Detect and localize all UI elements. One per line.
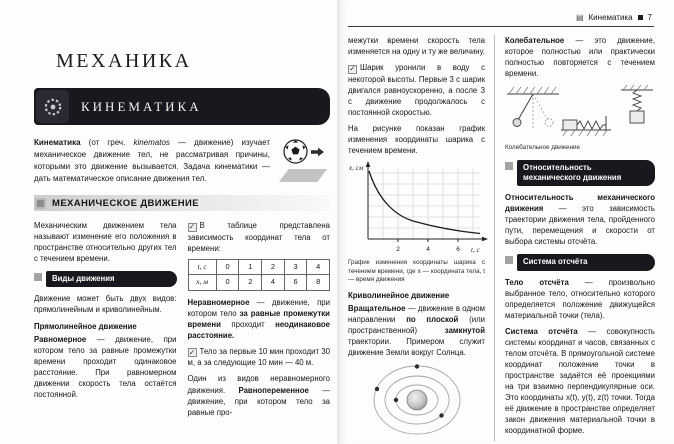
kinematics-banner: [34, 88, 330, 125]
relativity-header-label: Относительность механического движения: [517, 160, 655, 186]
table-cell: 6: [284, 275, 307, 291]
graph-y-axis-label: x, см: [349, 164, 364, 173]
table-row-time: [188, 259, 330, 275]
table-cell: x, м: [188, 275, 216, 291]
separator-square-icon: [638, 15, 643, 20]
varied-term: Равнопеременное: [238, 385, 309, 395]
inclined-plane-figure: [279, 169, 327, 182]
ball-example-paragraph: [348, 62, 485, 118]
soccer-ball-figure: [276, 139, 330, 182]
uniform-term: Равномерное: [34, 334, 87, 344]
nonuniform-term: Неравномерное: [187, 297, 250, 307]
motion-arrow-icon: [311, 147, 324, 157]
running-head: [348, 10, 654, 27]
nonuniform-motion-paragraph: [188, 297, 331, 341]
graph-x-tick: 4: [426, 246, 430, 254]
table-example-text: В таблице представлена зависимость координат тела от времени:: [187, 221, 330, 253]
mechanical-motion-definition: Механическим движением тела называют изменение его положения в пространстве относительно других тел с течением времени.: [34, 221, 177, 264]
graph-x-axis-label: t, c: [471, 246, 480, 255]
reference-frame-section-header: [505, 254, 655, 270]
badge-square-icon: [34, 273, 42, 281]
check-icon: ✓: [188, 222, 196, 231]
rotational-text-1: — движение в одном направлении: [348, 303, 485, 324]
table-cell: 3: [284, 259, 307, 275]
table-cell: 8: [307, 275, 330, 291]
table-cell: 4: [307, 259, 330, 275]
coordinates-table: [188, 259, 331, 291]
reference-body-paragraph: [505, 277, 655, 321]
chapter-title: МЕХАНИКА: [56, 50, 192, 72]
uniform-motion-paragraph: [34, 334, 177, 400]
rotational-text-3: траектории. Примером служит движение Земли вокруг Солнца.: [348, 336, 485, 357]
table-row-coordinate: [188, 275, 330, 291]
straight-motion-heading: Прямолинейное движение: [34, 321, 137, 331]
reference-body-term: Тело отсчёта: [505, 277, 569, 287]
nonuniform-bold-3: неодинаковое расстояние.: [187, 319, 330, 340]
nonuniform-bold-2: за равные промежутки времени: [187, 308, 330, 329]
graph-curve: [369, 171, 480, 234]
coordinate-graph-figure: [348, 161, 485, 257]
badge-square-icon: [505, 256, 513, 264]
graph-caption: График изменения координаты шарика с течением времени, где x — координата тела, t — время движения: [348, 259, 485, 284]
rotational-term: Вращательное: [348, 303, 406, 313]
reference-frame-term: Система отсчёта: [505, 326, 578, 336]
graph-x-tick: 2: [396, 246, 400, 254]
rotational-bold-3: замкнутой: [444, 325, 485, 335]
oscillatory-text: — это движение, которое полностью или практически полностью повторяется с течением времени.: [505, 36, 655, 79]
left-page-columns: [34, 220, 330, 423]
book-icon: ▤: [575, 12, 584, 22]
solar-system-figure: [372, 363, 462, 440]
types-of-motion-badge: [34, 271, 177, 287]
soccer-ball-icon: [283, 139, 308, 164]
table-cell: 2: [239, 275, 262, 291]
coordinate-graph: [348, 161, 490, 254]
left-column-2: [188, 220, 331, 423]
intro-text-2: — движение) изучает механическое движение тел, не рассматривая причины, которыми это движение вызывается. Задача кинематики — дать математическое описание движения тел.: [34, 138, 270, 183]
left-column-1: [34, 220, 177, 423]
right-column-1: [348, 35, 494, 441]
table-cell: t, c: [188, 259, 216, 275]
intro-text-1: (от греч.: [80, 138, 134, 147]
table-cell: 0: [216, 275, 239, 291]
rotational-text-2: (или пространственной): [348, 314, 485, 335]
kinematics-banner-title: КИНЕМАТИКА: [81, 98, 202, 114]
right-page: [337, 0, 674, 444]
table-cell: 2: [262, 259, 285, 275]
varied-motion-continuation: межутки времени скорость тела изменяется на одну и ту же величину.: [348, 36, 485, 57]
table-example-paragraph: [188, 220, 331, 254]
section-square-icon: [35, 198, 46, 209]
oscillatory-paragraph: [505, 35, 655, 79]
relativity-paragraph: [505, 192, 655, 247]
running-head-page-number: 7: [647, 13, 652, 22]
nonuniform-text-1: — движение, при котором тело: [187, 297, 330, 318]
section-title: МЕХАНИЧЕСКОЕ ДВИЖЕНИЕ: [52, 197, 199, 209]
table-cell: 4: [262, 275, 285, 291]
oscillation-caption: Колебательное движение: [505, 144, 581, 152]
varied-text-1: Один из видов неравномерного движения.: [187, 374, 330, 395]
badge-square-icon: [505, 162, 513, 170]
relativity-text: — это зависимость траектории движения тела, пройденного пути, перемещения и скорости от выбора системы отсчёта.: [505, 204, 655, 247]
section-header-mechanical-motion: [34, 195, 330, 211]
walk-example-paragraph: [188, 346, 331, 369]
graph-intro-paragraph: На рисунке показан график изменения координаты шарика с течением времени.: [348, 123, 485, 155]
oscillation-figure: [505, 84, 655, 143]
right-column-2: [494, 35, 655, 441]
right-page-columns: [348, 35, 654, 441]
running-head-chapter: Кинематика: [588, 13, 633, 22]
varied-text-2: — движение, при котором тело за равные про-: [187, 385, 330, 417]
ball-example-text: Шарик уронили в воду с некоторой высоты. Первые 3 с шарик двигался равноускоренно, а после 3 с движение продолжалось с постоянной скоростью.: [348, 63, 485, 117]
check-icon: ✓: [188, 347, 196, 357]
reference-frame-text: — совокупность системы координат и часов, связанных с телом отсчёта. В прямоугольной системе координат положение точки в пространстве задаётся её проекциями на три взаимно перпендикулярные оси. Это координаты x(t), y(t), z(t) точки. Тогда её движение в пространстве определяет закон движения материальной точки в координатной форме.: [505, 326, 655, 436]
relativity-term: Относительность механического движения: [505, 193, 655, 214]
varied-motion-paragraph: [188, 373, 331, 417]
table-cell: 1: [239, 259, 262, 275]
check-icon: ✓: [349, 64, 356, 74]
rotational-paragraph: [348, 303, 485, 358]
graph-x-tick: 6: [456, 246, 460, 254]
reference-body-text: — произвольно выбранное тело, относительно которого определяется положение движущейся материальной точки (тела).: [505, 277, 655, 320]
rotational-bold-2: по плоской: [406, 314, 459, 324]
nonuniform-text-2: проходит: [220, 319, 276, 329]
relativity-section-header: [505, 160, 655, 186]
intro-term: Кинематика: [34, 138, 81, 147]
types-text: Движение может быть двух видов: прямолинейным и криволинейным.: [34, 294, 177, 315]
table-cell: 0: [216, 259, 239, 275]
oscillatory-term: Колебательное: [505, 36, 565, 45]
atom-icon: [36, 90, 69, 123]
uniform-text: — движение, при котором тело за равные промежутки времени проходит одинаковое расстояние. При равномерном движении скорость тела остаётся постоянной.: [34, 334, 177, 399]
frame-header-label: Система отсчёта: [517, 254, 655, 270]
reference-frame-paragraph: [505, 326, 655, 437]
walk-example-text: Тело за первые 10 мин проходит 30 м, а за следующие 10 мин — 40 м.: [187, 346, 330, 368]
intro-block: [34, 137, 330, 185]
curvilinear-heading: Криволинейное движение: [348, 290, 450, 300]
intro-greek-term: kinematos: [133, 138, 170, 147]
types-badge-label: Виды движения: [46, 271, 177, 287]
